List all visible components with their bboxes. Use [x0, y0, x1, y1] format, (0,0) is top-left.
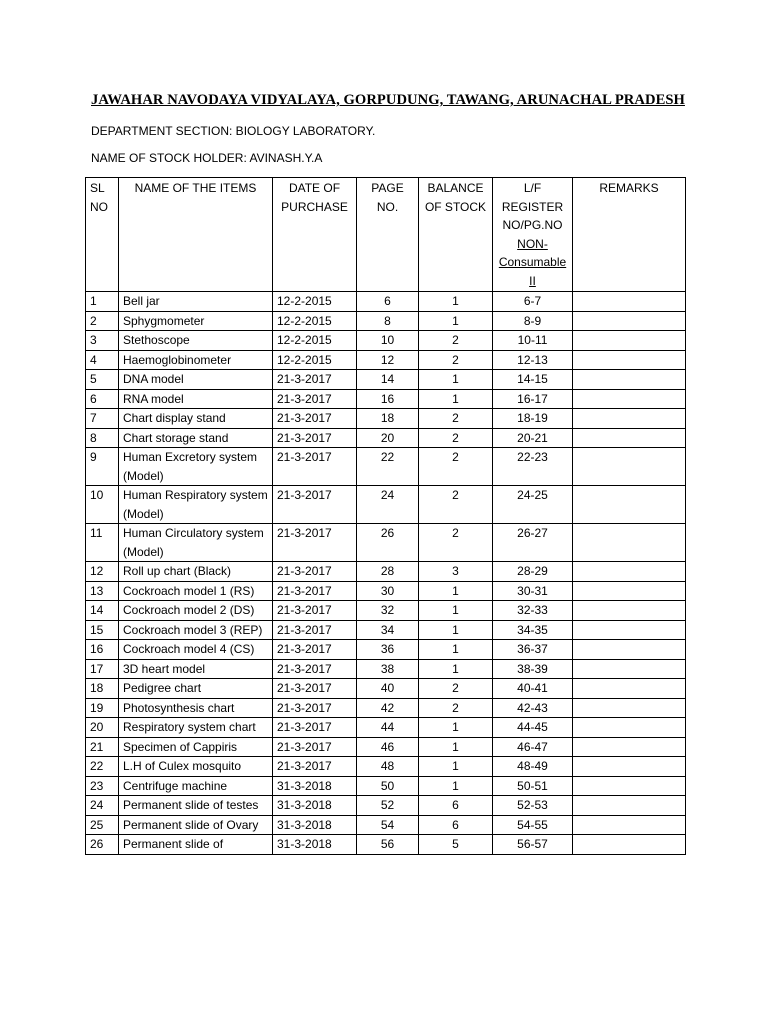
- cell-sl-no: 1: [86, 292, 119, 312]
- cell-item-name: Permanent slide of: [119, 835, 273, 855]
- cell-balance-of-stock: 2: [419, 428, 493, 448]
- cell-page-no: 22: [357, 448, 419, 486]
- table-row: [86, 581, 686, 601]
- cell-sl-no: 25: [86, 815, 119, 835]
- header-sl-no: SL NO: [86, 178, 119, 292]
- cell-lf-register: 56-57: [493, 835, 573, 855]
- cell-lf-register: 48-49: [493, 757, 573, 777]
- cell-item-name: Cockroach model 2 (DS): [119, 601, 273, 621]
- cell-remarks: [573, 679, 686, 699]
- cell-date-of-purchase: 21-3-2017: [273, 409, 357, 429]
- cell-balance-of-stock: 2: [419, 679, 493, 699]
- cell-date-of-purchase: 21-3-2017: [273, 718, 357, 738]
- cell-balance-of-stock: 2: [419, 486, 493, 524]
- cell-lf-register: 38-39: [493, 659, 573, 679]
- cell-page-no: 8: [357, 311, 419, 331]
- cell-date-of-purchase: 21-3-2017: [273, 620, 357, 640]
- cell-remarks: [573, 601, 686, 621]
- cell-date-of-purchase: 21-3-2017: [273, 737, 357, 757]
- table-row: [86, 601, 686, 621]
- cell-page-no: 46: [357, 737, 419, 757]
- cell-sl-no: 2: [86, 311, 119, 331]
- cell-lf-register: 26-27: [493, 524, 573, 562]
- cell-item-name: Cockroach model 1 (RS): [119, 581, 273, 601]
- cell-lf-register: 28-29: [493, 562, 573, 582]
- cell-remarks: [573, 718, 686, 738]
- cell-balance-of-stock: 1: [419, 601, 493, 621]
- table-row: [86, 776, 686, 796]
- cell-date-of-purchase: 21-3-2017: [273, 428, 357, 448]
- cell-lf-register: 30-31: [493, 581, 573, 601]
- cell-date-of-purchase: 21-3-2017: [273, 601, 357, 621]
- cell-lf-register: 52-53: [493, 796, 573, 816]
- cell-lf-register: 44-45: [493, 718, 573, 738]
- document-title: JAWAHAR NAVODAYA VIDYALAYA, GORPUDUNG, TAWANG, ARUNACHAL PRADESH: [91, 92, 685, 108]
- table-body: [86, 292, 686, 855]
- cell-page-no: 52: [357, 796, 419, 816]
- cell-remarks: [573, 292, 686, 312]
- table-row: [86, 640, 686, 660]
- table-row: [86, 737, 686, 757]
- cell-remarks: [573, 581, 686, 601]
- cell-balance-of-stock: 1: [419, 776, 493, 796]
- cell-remarks: [573, 409, 686, 429]
- cell-date-of-purchase: 12-2-2015: [273, 350, 357, 370]
- cell-date-of-purchase: 12-2-2015: [273, 311, 357, 331]
- cell-sl-no: 3: [86, 331, 119, 351]
- table-row: [86, 835, 686, 855]
- cell-balance-of-stock: 2: [419, 350, 493, 370]
- cell-item-name: RNA model: [119, 389, 273, 409]
- cell-page-no: 20: [357, 428, 419, 448]
- cell-item-name: Permanent slide of Ovary: [119, 815, 273, 835]
- cell-sl-no: 26: [86, 835, 119, 855]
- cell-sl-no: 19: [86, 698, 119, 718]
- table-row: [86, 389, 686, 409]
- cell-lf-register: 50-51: [493, 776, 573, 796]
- cell-remarks: [573, 428, 686, 448]
- cell-page-no: 36: [357, 640, 419, 660]
- cell-remarks: [573, 311, 686, 331]
- cell-lf-register: 8-9: [493, 311, 573, 331]
- cell-balance-of-stock: 1: [419, 370, 493, 390]
- cell-remarks: [573, 370, 686, 390]
- cell-item-name: Pedigree chart: [119, 679, 273, 699]
- cell-sl-no: 13: [86, 581, 119, 601]
- cell-sl-no: 23: [86, 776, 119, 796]
- cell-lf-register: 20-21: [493, 428, 573, 448]
- cell-date-of-purchase: 21-3-2017: [273, 581, 357, 601]
- header-lf-subtitle: NON-: [517, 236, 548, 251]
- cell-page-no: 42: [357, 698, 419, 718]
- cell-sl-no: 24: [86, 796, 119, 816]
- cell-item-name: Cockroach model 4 (CS): [119, 640, 273, 660]
- cell-date-of-purchase: 21-3-2017: [273, 562, 357, 582]
- table-row: [86, 448, 686, 486]
- cell-sl-no: 11: [86, 524, 119, 562]
- table-row: [86, 331, 686, 351]
- header-page-no: PAGE NO.: [357, 178, 419, 292]
- cell-date-of-purchase: 21-3-2017: [273, 659, 357, 679]
- cell-item-name: Bell jar: [119, 292, 273, 312]
- cell-page-no: 48: [357, 757, 419, 777]
- department-line: DEPARTMENT SECTION: BIOLOGY LABORATORY.: [91, 124, 376, 138]
- table-row: [86, 350, 686, 370]
- header-balance-of-stock: BALANCE OF STOCK: [419, 178, 493, 292]
- cell-lf-register: 16-17: [493, 389, 573, 409]
- table-row: [86, 718, 686, 738]
- cell-lf-register: 32-33: [493, 601, 573, 621]
- cell-balance-of-stock: 1: [419, 757, 493, 777]
- cell-remarks: [573, 524, 686, 562]
- cell-balance-of-stock: 5: [419, 835, 493, 855]
- cell-page-no: 6: [357, 292, 419, 312]
- cell-item-name: DNA model: [119, 370, 273, 390]
- cell-item-name: Chart display stand: [119, 409, 273, 429]
- cell-sl-no: 5: [86, 370, 119, 390]
- cell-sl-no: 15: [86, 620, 119, 640]
- cell-page-no: 18: [357, 409, 419, 429]
- cell-remarks: [573, 620, 686, 640]
- stock-register-table: [85, 177, 686, 855]
- table-row: [86, 409, 686, 429]
- table-row: [86, 659, 686, 679]
- cell-remarks: [573, 776, 686, 796]
- table-row: [86, 679, 686, 699]
- cell-date-of-purchase: 21-3-2017: [273, 524, 357, 562]
- cell-sl-no: 9: [86, 448, 119, 486]
- stock-holder-line: NAME OF STOCK HOLDER: AVINASH.Y.A: [91, 151, 323, 165]
- cell-sl-no: 20: [86, 718, 119, 738]
- cell-lf-register: 42-43: [493, 698, 573, 718]
- cell-lf-register: 46-47: [493, 737, 573, 757]
- cell-date-of-purchase: 21-3-2017: [273, 679, 357, 699]
- table-row: [86, 486, 686, 524]
- header-lf-register: L/F REGISTER NO/PG.NO NON- Consumable II: [493, 178, 573, 292]
- table-row: [86, 698, 686, 718]
- table-row: [86, 524, 686, 562]
- cell-balance-of-stock: 1: [419, 292, 493, 312]
- table-header-row: [86, 178, 686, 292]
- table-row: [86, 562, 686, 582]
- cell-lf-register: 54-55: [493, 815, 573, 835]
- cell-remarks: [573, 562, 686, 582]
- cell-balance-of-stock: 1: [419, 620, 493, 640]
- cell-item-name: Haemoglobinometer: [119, 350, 273, 370]
- cell-date-of-purchase: 21-3-2017: [273, 640, 357, 660]
- table-row: [86, 796, 686, 816]
- cell-item-name: Human Respiratory system (Model): [119, 486, 273, 524]
- cell-lf-register: 18-19: [493, 409, 573, 429]
- cell-sl-no: 4: [86, 350, 119, 370]
- cell-balance-of-stock: 1: [419, 659, 493, 679]
- cell-item-name: Chart storage stand: [119, 428, 273, 448]
- cell-remarks: [573, 486, 686, 524]
- cell-balance-of-stock: 1: [419, 718, 493, 738]
- cell-page-no: 30: [357, 581, 419, 601]
- cell-lf-register: 6-7: [493, 292, 573, 312]
- cell-balance-of-stock: 2: [419, 409, 493, 429]
- cell-lf-register: 40-41: [493, 679, 573, 699]
- cell-item-name: Roll up chart (Black): [119, 562, 273, 582]
- cell-date-of-purchase: 31-3-2018: [273, 835, 357, 855]
- cell-date-of-purchase: 21-3-2017: [273, 448, 357, 486]
- cell-date-of-purchase: 21-3-2017: [273, 757, 357, 777]
- cell-sl-no: 17: [86, 659, 119, 679]
- header-remarks: REMARKS: [573, 178, 686, 292]
- cell-lf-register: 24-25: [493, 486, 573, 524]
- cell-lf-register: 12-13: [493, 350, 573, 370]
- cell-page-no: 10: [357, 331, 419, 351]
- cell-remarks: [573, 698, 686, 718]
- cell-balance-of-stock: 2: [419, 448, 493, 486]
- cell-page-no: 28: [357, 562, 419, 582]
- cell-remarks: [573, 389, 686, 409]
- cell-remarks: [573, 796, 686, 816]
- cell-remarks: [573, 737, 686, 757]
- cell-page-no: 40: [357, 679, 419, 699]
- cell-sl-no: 10: [86, 486, 119, 524]
- cell-balance-of-stock: 1: [419, 581, 493, 601]
- cell-sl-no: 21: [86, 737, 119, 757]
- cell-date-of-purchase: 21-3-2017: [273, 389, 357, 409]
- cell-item-name: Respiratory system chart: [119, 718, 273, 738]
- cell-item-name: Stethoscope: [119, 331, 273, 351]
- cell-date-of-purchase: 21-3-2017: [273, 486, 357, 524]
- table-row: [86, 428, 686, 448]
- cell-date-of-purchase: 31-3-2018: [273, 796, 357, 816]
- cell-item-name: Photosynthesis chart: [119, 698, 273, 718]
- cell-balance-of-stock: 2: [419, 698, 493, 718]
- cell-lf-register: 36-37: [493, 640, 573, 660]
- cell-item-name: Cockroach model 3 (REP): [119, 620, 273, 640]
- cell-balance-of-stock: 1: [419, 640, 493, 660]
- cell-remarks: [573, 350, 686, 370]
- table-row: [86, 620, 686, 640]
- cell-balance-of-stock: 2: [419, 331, 493, 351]
- table-row: [86, 757, 686, 777]
- cell-item-name: Sphygmometer: [119, 311, 273, 331]
- cell-sl-no: 18: [86, 679, 119, 699]
- cell-remarks: [573, 757, 686, 777]
- cell-page-no: 26: [357, 524, 419, 562]
- table-row: [86, 815, 686, 835]
- cell-remarks: [573, 815, 686, 835]
- cell-date-of-purchase: 21-3-2017: [273, 698, 357, 718]
- cell-balance-of-stock: 6: [419, 815, 493, 835]
- cell-lf-register: 14-15: [493, 370, 573, 390]
- cell-lf-register: 22-23: [493, 448, 573, 486]
- cell-sl-no: 7: [86, 409, 119, 429]
- cell-balance-of-stock: 1: [419, 389, 493, 409]
- cell-sl-no: 22: [86, 757, 119, 777]
- cell-page-no: 44: [357, 718, 419, 738]
- cell-page-no: 56: [357, 835, 419, 855]
- cell-item-name: Permanent slide of testes: [119, 796, 273, 816]
- cell-page-no: 14: [357, 370, 419, 390]
- header-date-of-purchase: DATE OF PURCHASE: [273, 178, 357, 292]
- cell-item-name: Centrifuge machine: [119, 776, 273, 796]
- cell-date-of-purchase: 12-2-2015: [273, 292, 357, 312]
- cell-lf-register: 10-11: [493, 331, 573, 351]
- cell-page-no: 34: [357, 620, 419, 640]
- cell-lf-register: 34-35: [493, 620, 573, 640]
- cell-page-no: 50: [357, 776, 419, 796]
- cell-sl-no: 12: [86, 562, 119, 582]
- cell-remarks: [573, 640, 686, 660]
- cell-balance-of-stock: 1: [419, 311, 493, 331]
- cell-item-name: 3D heart model: [119, 659, 273, 679]
- cell-item-name: Specimen of Cappiris: [119, 737, 273, 757]
- cell-page-no: 32: [357, 601, 419, 621]
- cell-remarks: [573, 659, 686, 679]
- cell-page-no: 24: [357, 486, 419, 524]
- cell-balance-of-stock: 2: [419, 524, 493, 562]
- table-row: [86, 292, 686, 312]
- cell-sl-no: 16: [86, 640, 119, 660]
- cell-balance-of-stock: 3: [419, 562, 493, 582]
- cell-page-no: 38: [357, 659, 419, 679]
- cell-remarks: [573, 331, 686, 351]
- cell-date-of-purchase: 31-3-2018: [273, 815, 357, 835]
- cell-item-name: Human Circulatory system (Model): [119, 524, 273, 562]
- cell-sl-no: 8: [86, 428, 119, 448]
- cell-sl-no: 6: [86, 389, 119, 409]
- cell-remarks: [573, 835, 686, 855]
- cell-sl-no: 14: [86, 601, 119, 621]
- cell-balance-of-stock: 1: [419, 737, 493, 757]
- header-item-name: NAME OF THE ITEMS: [119, 178, 273, 292]
- cell-balance-of-stock: 6: [419, 796, 493, 816]
- cell-page-no: 16: [357, 389, 419, 409]
- cell-date-of-purchase: 21-3-2017: [273, 370, 357, 390]
- table-row: [86, 311, 686, 331]
- cell-item-name: L.H of Culex mosquito: [119, 757, 273, 777]
- cell-remarks: [573, 448, 686, 486]
- table-row: [86, 370, 686, 390]
- cell-item-name: Human Excretory system (Model): [119, 448, 273, 486]
- cell-date-of-purchase: 12-2-2015: [273, 331, 357, 351]
- cell-page-no: 12: [357, 350, 419, 370]
- cell-date-of-purchase: 31-3-2018: [273, 776, 357, 796]
- cell-page-no: 54: [357, 815, 419, 835]
